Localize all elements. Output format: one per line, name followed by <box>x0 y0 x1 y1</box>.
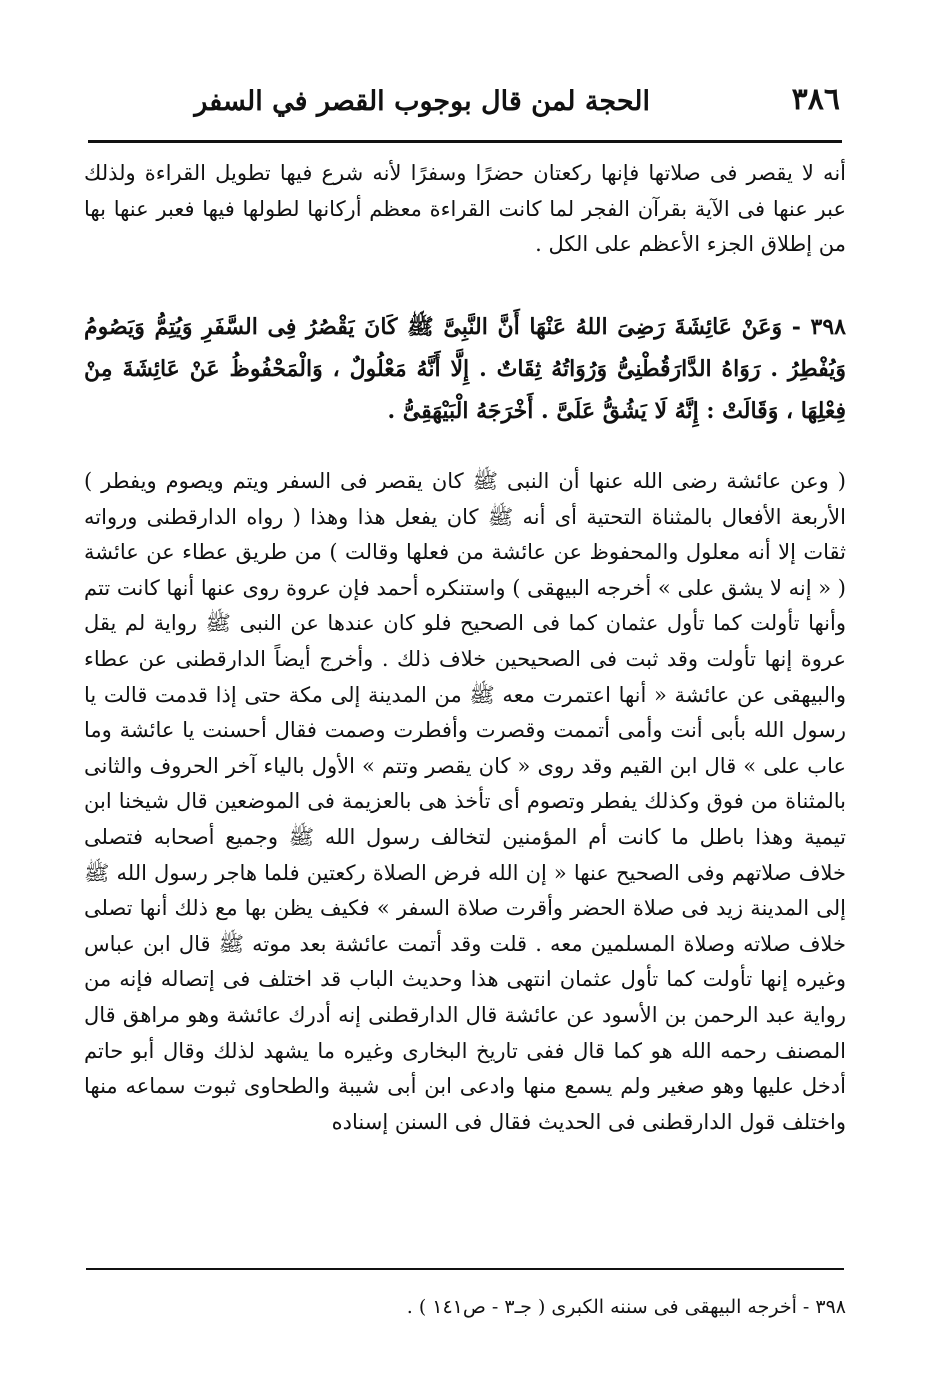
hadith-section <box>84 306 846 432</box>
footnote-text: ٣٩٨ - أخرجه البيهقى فى سننه الكبرى ( جـ٣ - ص١٤١ ) . <box>406 1296 846 1318</box>
footnote-divider <box>86 1268 844 1270</box>
page-number: ٣٨٦ <box>791 82 840 117</box>
intro-section <box>84 156 846 263</box>
footnote <box>84 1292 846 1322</box>
header-divider <box>88 140 842 143</box>
running-title: الحجة لمن قال بوجوب القصر في السفر <box>194 86 650 117</box>
commentary-paragraph: ( وعن عائشة رضى الله عنها أن النبى ﷺ كان يقصر فى السفر ويتم ويصوم ويفطر ) الأربعة الأفعال بالمثناة التحتية أى أنه ﷺ كان يفعل هذا وهذا ( رواه الدارقطنى ورواته ثقات إلا أنه معلول والمحفوظ عن عائشة من فعلها وقالت ) من طريق عطاء عن عائشة ( « إنه لا يشق على » أخرجه البيهقى ) واستنكره أحمد فإن عروة روى عنها أنها كانت تتم وأنها تأولت كما تأول عثمان كما فى الصحيح فلو كان عندها عن النبى ﷺ رواية لم يقل عروة إنها تأولت وقد ثبت فى الصحيحين خلاف ذلك . وأخرج أيضاً الدارقطنى عن عطاء والبيهقى عن عائشة « أنها اعتمرت معه ﷺ من المدينة إلى مكة حتى إذا قدمت قالت يا رسول الله بأبى أنت وأمى أتممت وقصرت وأفطرت وصمت فقال أحسنت يا عائشة وما عاب على » قال ابن القيم وقد روى « كان يقصر وتتم » الأول بالياء آخر الحروف والثانى بالمثناة من فوق وكذلك يفطر وتصوم أى تأخذ هى بالعزيمة فى الموضعين قال شيخنا ابن تيمية وهذا باطل ما كانت أم المؤمنين لتخالف رسول الله ﷺ وجميع أصحابه فتصلى خلاف صلاتهم وفى الصحيح عنها « إن الله فرض الصلاة ركعتين فلما هاجر رسول الله ﷺ إلى المدينة زيد فى صلاة الحضر وأقرت صلاة السفر » فكيف يظن بها مع ذلك أنها تصلى خلاف صلاته وصلاة المسلمين معه . قلت وقد أتمت عائشة بعد موته ﷺ قال ابن عباس وغيره إنها تأولت كما تأول عثمان انتهى هذا وحديث الباب قد اختلف فى إتصاله فإنه من رواية عبد الرحمن بن الأسود عن عائشة قال الدارقطنى إنه أدرك عائشة وهو مراهق قال المصنف رحمه الله هو كما قال ففى تاريخ البخارى وغيره ما يشهد لذلك وقال أبو حاتم أدخل عليها وهو صغير ولم يسمع منها وادعى ابن أبى شيبة والطحاوى ثبوت سماعه منها واختلف قول الدارقطنى فى الحديث فقال فى السنن إسناده <box>84 469 847 1134</box>
intro-paragraph: أنه لا يقصر فى صلاتها فإنها ركعتان حضرًا وسفرًا لأنه شرع فيها تطويل القراءة ولذلك عبر عنها فى الآية بقرآن الفجر لما كانت القراءة معظم أركانها لطولها فيها فعبر عنها بها من إطلاق الجزء الأعظم على الكل . <box>84 161 846 256</box>
hadith-paragraph: ٣٩٨ - وَعَنْ عَائِشَةَ رَضِىَ اللهُ عَنْهَا أَنَّ النَّبِىَّ ﷺ كَانَ يَقْصُرُ فِى السَّفَرِ وَيُتِمُّ وَيَصُومُ وَيُفْطِرُ . رَوَاهُ الدَّارَقُطْنِىُّ وَرُوَاتُهُ ثِقَاتٌ . إِلَّا أَنَّهُ مَعْلُولٌ ، وَالْمَحْفُوظُ عَنْ عَائِشَةَ مِنْ فِعْلِهَا ، وَقَالَتْ : إِنَّهُ لَا يَشُقُّ عَلَىَّ . أَخْرَجَهُ الْبَيْهَقِىُّ . <box>84 314 846 424</box>
commentary-section <box>84 464 846 1140</box>
page-header <box>90 78 840 122</box>
